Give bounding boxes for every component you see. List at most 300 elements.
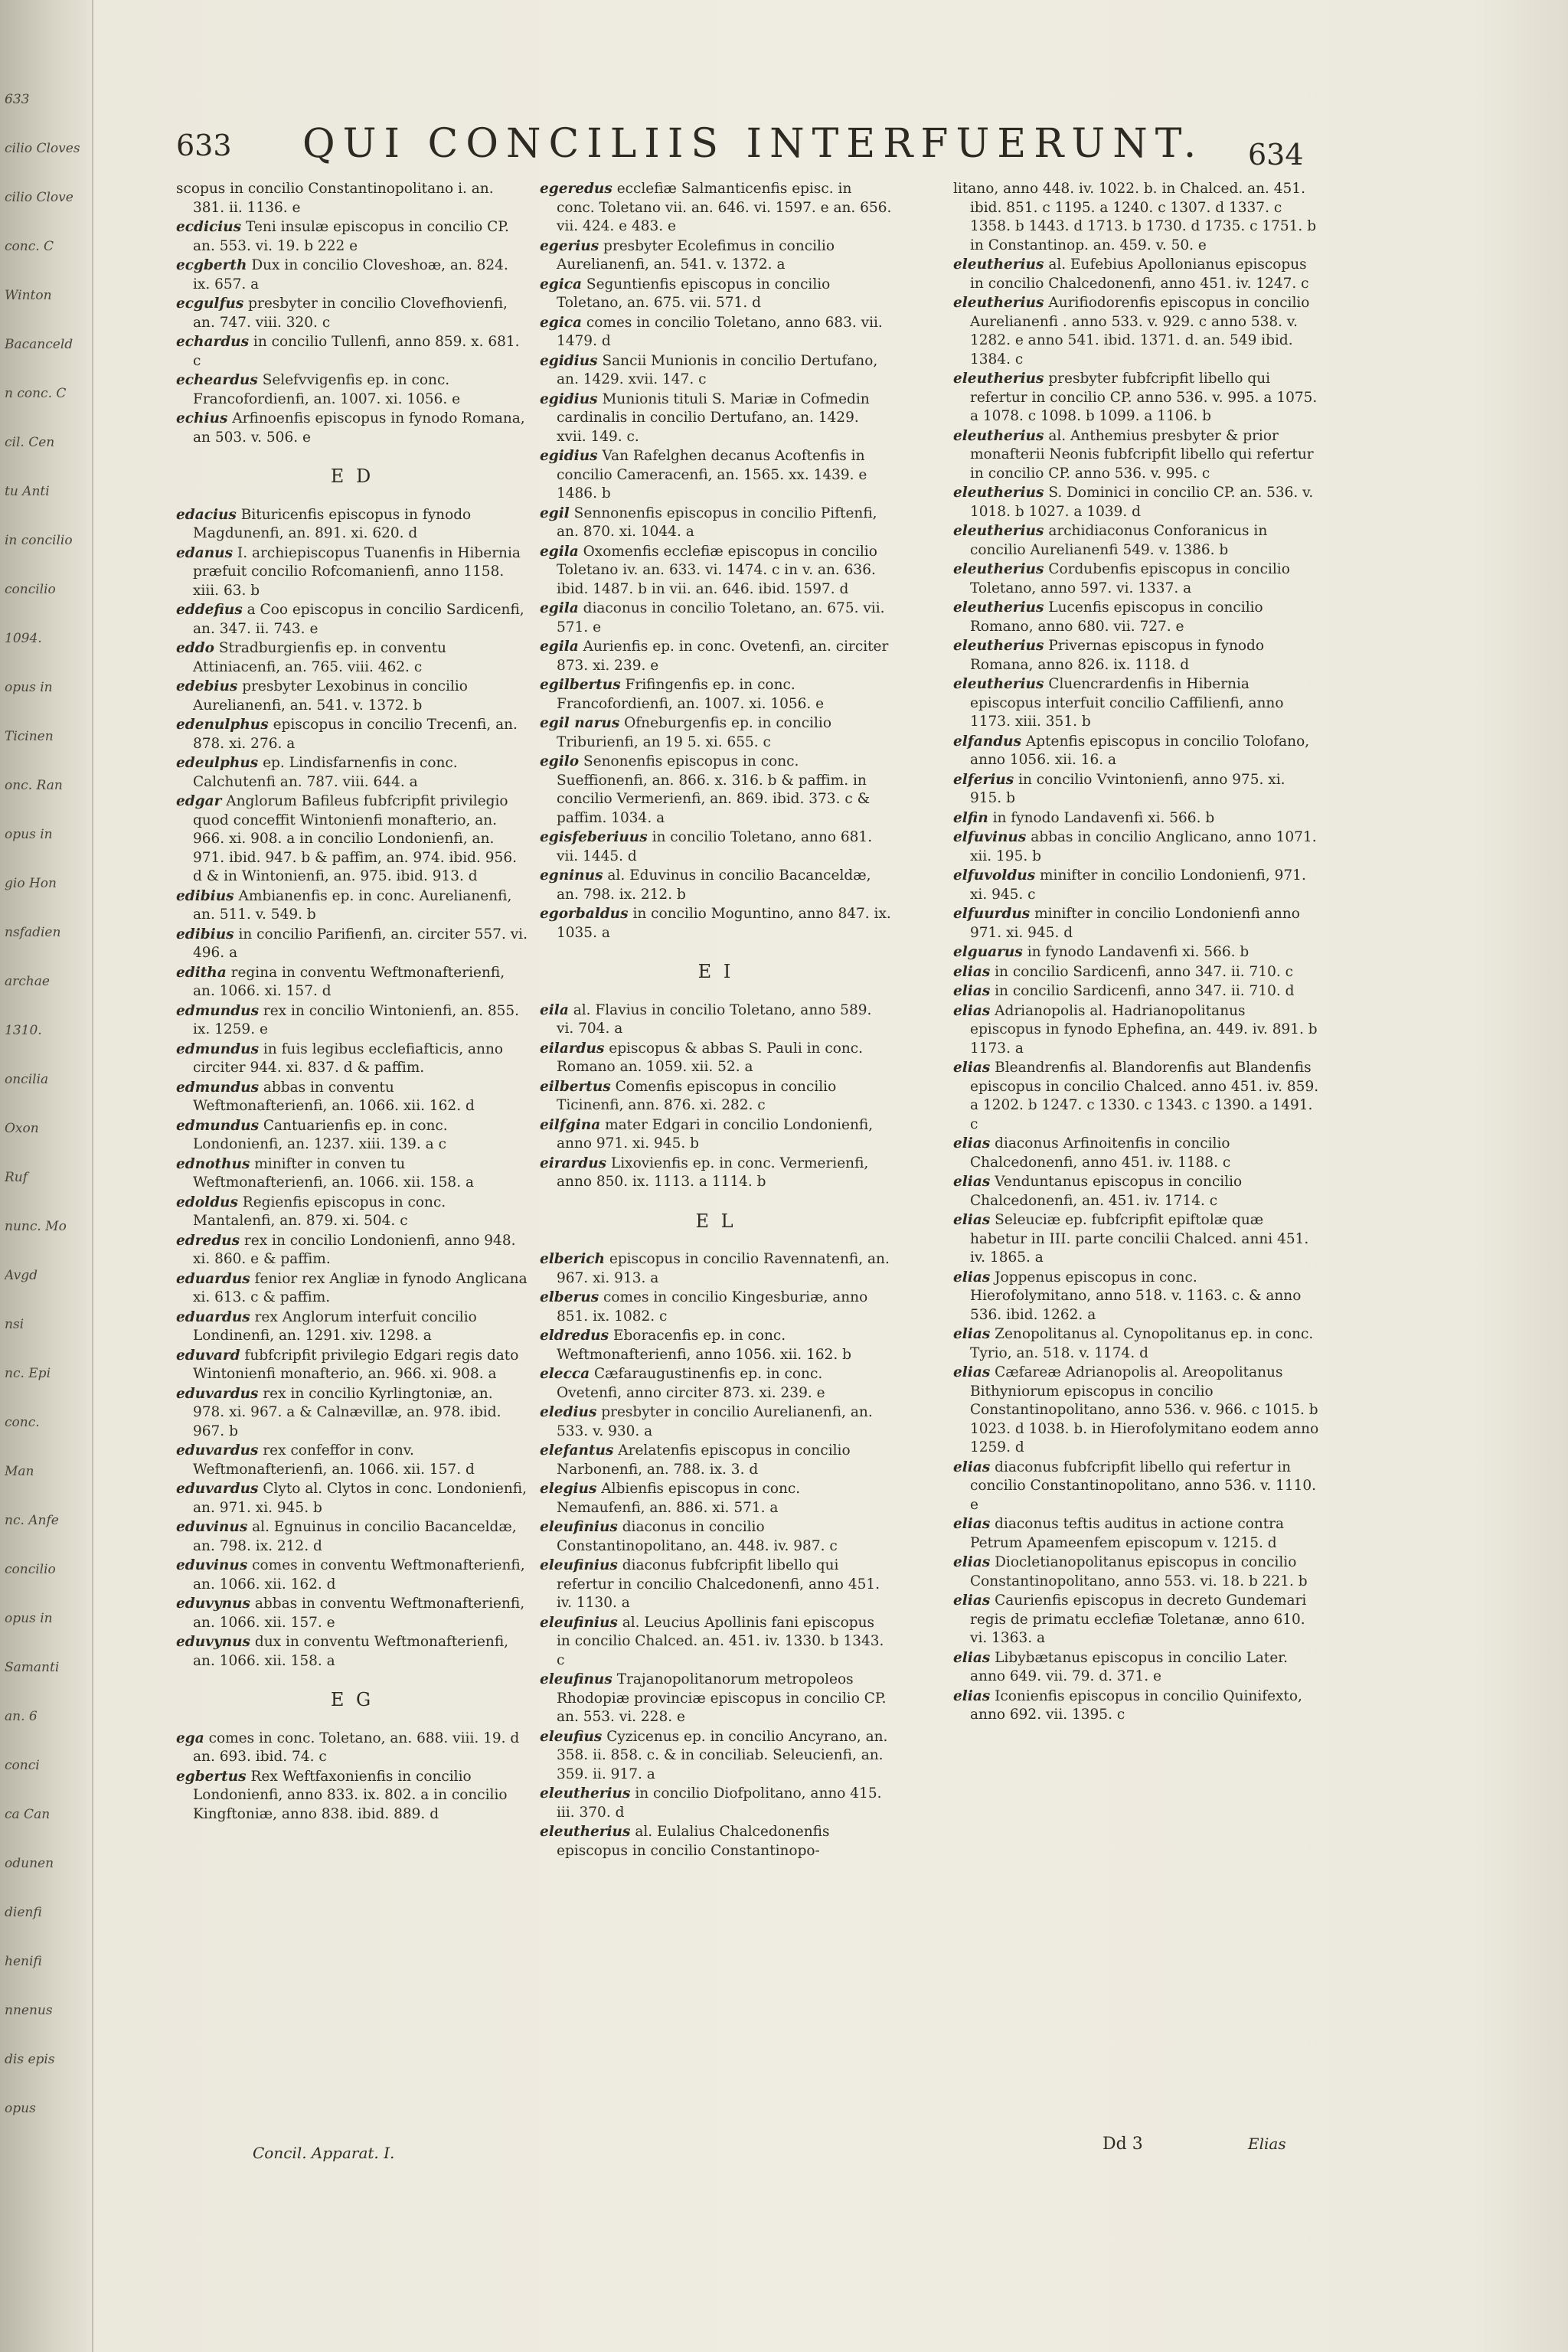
entry-text: Stradburgienfis ep. in conventu Attiniacenfi, an. 765. viii. 462. c bbox=[193, 640, 446, 675]
entry-headword: elecca bbox=[540, 1366, 590, 1382]
index-entry bbox=[953, 484, 1321, 521]
entry-headword: edanus bbox=[176, 544, 234, 561]
entry-text: Cæfareæ Adrianopolis al. Areopolitanus Bithyniorum episcopus in concilio Constantinopolitano, anno 536. v. 966. c 1015. b 1023. d 1038. b. in Hierofolymitano eodem anno 1259. d bbox=[970, 1364, 1319, 1455]
entry-headword: egeredus bbox=[540, 181, 612, 197]
entry-headword: elfuvinus bbox=[953, 829, 1027, 845]
index-entry bbox=[953, 370, 1321, 426]
gutter-fragment: Avgd bbox=[5, 1268, 38, 1283]
entry-text: in concilio Diofpolitano, anno 415. iii. 370. d bbox=[557, 1785, 882, 1821]
entry-text: Dux in concilio Cloveshoæ, an. 824. ix. 657. a bbox=[193, 257, 508, 292]
index-entry bbox=[176, 1768, 528, 1824]
index-entry bbox=[176, 1595, 528, 1632]
index-entry bbox=[953, 1211, 1321, 1268]
entry-text: presbyter in concilio Clovefhovienfi, an. 747. viii. 320. c bbox=[193, 296, 508, 331]
index-entry bbox=[953, 867, 1321, 904]
entry-text: Cordubenfis episcopus in concilio Toletano, anno 597. vi. 1337. a bbox=[970, 561, 1290, 596]
gutter-fragment: conc. bbox=[5, 1415, 40, 1430]
entry-headword: edebius bbox=[176, 678, 238, 694]
entry-headword: eleutherius bbox=[953, 561, 1044, 577]
index-entry bbox=[176, 544, 528, 601]
entry-headword: egil narus bbox=[540, 715, 620, 731]
index-entry bbox=[540, 1785, 892, 1822]
index-entry bbox=[176, 506, 528, 544]
index-entry bbox=[176, 1079, 528, 1116]
entry-text: in fynodo Landavenfi xi. 566. b bbox=[992, 809, 1215, 826]
index-entry bbox=[540, 867, 892, 904]
gutter-fragment: opus in bbox=[5, 680, 53, 695]
index-entry bbox=[953, 733, 1321, 770]
entry-headword: eduvinus bbox=[176, 1519, 248, 1535]
index-entry bbox=[953, 522, 1321, 560]
entry-text: diaconus in concilio Toletano, an. 675. vii. 571. e bbox=[557, 600, 885, 635]
entry-headword: eleutherius bbox=[953, 523, 1044, 539]
entry-text: in concilio Tullenfi, anno 859. x. 681. c bbox=[193, 334, 520, 369]
entry-headword: edenulphus bbox=[176, 717, 269, 733]
entry-text: Bleandrenfis al. Blandorenfis aut Blandenfis episcopus in concilio Chalced. anno 451. iv. 859. a 1202. b 1247. c 1330. c 1343. c 1390. a 1491. c bbox=[970, 1060, 1319, 1132]
entry-headword: egila bbox=[540, 639, 579, 655]
entry-text: I. archiepiscopus Tuanenfis in Hibernia præfuit concilio Rofcomanienfi, anno 1158. xiii. 63. b bbox=[193, 544, 521, 599]
entry-headword: eduvinus bbox=[176, 1557, 248, 1573]
gutter-fragment: dis epis bbox=[5, 2052, 55, 2067]
index-entry bbox=[540, 638, 892, 675]
index-entry bbox=[176, 964, 528, 1001]
entry-headword: edibius bbox=[176, 887, 234, 904]
index-entry bbox=[540, 314, 892, 351]
index-entry bbox=[176, 1633, 528, 1671]
entry-text: Venduntanus episcopus in concilio Chalcedonenfi, an. 451. iv. 1714. c bbox=[970, 1174, 1243, 1209]
entry-headword: edacius bbox=[176, 506, 237, 523]
entry-text: Arfinoenfis episcopus in fynodo Romana, an 503. v. 506. e bbox=[193, 410, 525, 446]
index-entry bbox=[953, 1002, 1321, 1059]
index-entry bbox=[540, 753, 892, 828]
entry-text: comes in concilio Toletano, anno 683. vii. 1479. d bbox=[557, 314, 883, 349]
entry-headword: eleufinius bbox=[540, 1519, 618, 1535]
index-entry bbox=[540, 390, 892, 447]
index-entry bbox=[176, 218, 528, 256]
entry-headword: eleutherius bbox=[953, 485, 1044, 501]
gutter-fragment: nsfadien bbox=[5, 925, 61, 940]
index-entry bbox=[953, 943, 1321, 962]
gutter-fragment: cil. Cen bbox=[5, 435, 55, 450]
entry-headword: echardus bbox=[176, 334, 250, 350]
entry-text: diaconus Arfinoitenfis in concilio Chalcedonenfi, anno 451. iv. 1188. c bbox=[970, 1135, 1231, 1171]
entry-headword: elias bbox=[953, 963, 991, 980]
index-entry bbox=[176, 1385, 528, 1442]
index-entry bbox=[540, 1614, 892, 1671]
gutter-fragment: an. 6 bbox=[5, 1709, 38, 1724]
entry-headword: elfuurdus bbox=[953, 906, 1031, 922]
entry-text: Regienfis episcopus in conc. Mantalenfi, an. 879. xi. 504. c bbox=[193, 1194, 446, 1229]
index-entry bbox=[540, 1728, 892, 1785]
entry-text: rex in concilio Kyrlingtoniæ, an. 978. xi. 967. a & Calnævillæ, an. 978. ibid. 967. b bbox=[193, 1385, 501, 1439]
entry-headword: egidius bbox=[540, 352, 598, 369]
entry-text: Ambianenfis ep. in conc. Aurelianenfi, an. 511. v. 549. b bbox=[193, 887, 512, 923]
index-entry bbox=[176, 1308, 528, 1346]
index-entry bbox=[540, 1040, 892, 1077]
index-entry bbox=[540, 1823, 892, 1860]
entry-text: Eboracenfis ep. in conc. Weftmonafterienfi, anno 1056. xii. 162. b bbox=[557, 1328, 851, 1363]
entry-headword: egila bbox=[540, 600, 579, 616]
entry-headword: elias bbox=[953, 1364, 991, 1380]
entry-headword: elias bbox=[953, 1516, 991, 1532]
right-page-number: 634 bbox=[1248, 138, 1304, 172]
gutter-fragment: Winton bbox=[5, 288, 52, 303]
entry-headword: elias bbox=[953, 1687, 991, 1704]
gutter-fragment: nc. Epi bbox=[5, 1366, 51, 1381]
entry-headword: edmundus bbox=[176, 1002, 259, 1019]
entry-headword: elias bbox=[953, 1554, 991, 1570]
entry-text: Aptenfis episcopus in concilio Tolofano, anno 1056. xii. 16. a bbox=[970, 733, 1310, 768]
entry-text: diaconus in concilio Constantinopolitano, an. 448. iv. 987. c bbox=[557, 1519, 838, 1554]
gutter-fragment: henifi bbox=[5, 1954, 42, 1969]
gutter-fragment: cilio Clove bbox=[5, 190, 74, 205]
entry-headword: elberich bbox=[540, 1251, 605, 1267]
entry-headword: eleutherius bbox=[953, 427, 1044, 444]
gutter-fragment: Bacanceld bbox=[5, 337, 74, 352]
index-entry bbox=[176, 1002, 528, 1040]
index-entry bbox=[953, 427, 1321, 484]
entry-headword: eilardus bbox=[540, 1040, 605, 1057]
entry-headword: elias bbox=[953, 1649, 991, 1666]
entry-text: Ofneburgenfis ep. in concilio Triburienfi, an 19 5. xi. 655. c bbox=[557, 715, 831, 750]
entry-text: Teni insulæ episcopus in concilio CP. an. 553. vi. 19. b 222 e bbox=[193, 219, 509, 254]
index-entry bbox=[540, 1480, 892, 1517]
index-entry bbox=[176, 1117, 528, 1155]
entry-headword: eila bbox=[540, 1001, 569, 1018]
entry-text: presbyter in concilio Aurelianenfi, an. 533. v. 930. a bbox=[557, 1404, 873, 1439]
index-entry bbox=[953, 1135, 1321, 1172]
entry-headword: elguarus bbox=[953, 944, 1023, 960]
index-entry bbox=[953, 180, 1321, 255]
gutter-fragment: nsi bbox=[5, 1317, 24, 1332]
entry-headword: eduvynus bbox=[176, 1596, 250, 1612]
index-entry bbox=[176, 1194, 528, 1231]
entry-headword: egica bbox=[540, 276, 582, 292]
entry-headword: ecdicius bbox=[176, 219, 242, 235]
entry-text: abbas in conventu Weftmonafterienfi, an. 1066. xii. 162. d bbox=[193, 1079, 475, 1114]
entry-headword: elias bbox=[953, 1326, 991, 1342]
entry-headword: elias bbox=[953, 1174, 991, 1190]
entry-text: al. Flavius in concilio Toletano, anno 589. vi. 704. a bbox=[557, 1001, 872, 1037]
entry-text: Sancii Munionis in concilio Dertufano, an. 1429. xvii. 147. c bbox=[557, 352, 878, 387]
entry-text: presbyter Lexobinus in concilio Aurelianenfi, an. 541. v. 1372. b bbox=[193, 678, 468, 714]
entry-text: regina in conventu Weftmonafterienfi, an. 1066. xi. 157. d bbox=[193, 964, 505, 999]
entry-text: Seguntienfis episcopus in concilio Toletano, an. 675. vii. 571. d bbox=[557, 276, 831, 311]
entry-text: Selefvvigenfis ep. in conc. Francofordienfi, an. 1007. xi. 1056. e bbox=[193, 372, 461, 407]
entry-text: Albienfis episcopus in conc. Nemaufenfi, an. 886. xi. 571. a bbox=[557, 1481, 801, 1516]
index-entry bbox=[176, 1730, 528, 1767]
entry-text: rex confeffor in conv. Weftmonafterienfi, an. 1066. xii. 157. d bbox=[193, 1442, 475, 1478]
entry-text: Oxomenfis ecclefiæ episcopus in concilio Toletano iv. an. 633. vi. 1474. c in v. an. 636. ibid. 1487. b in vii. an. 646. ibid. 1597. d bbox=[557, 543, 877, 597]
gutter-fragment: concilio bbox=[5, 1562, 56, 1577]
index-entry bbox=[540, 676, 892, 714]
signature-mark: Dd 3 bbox=[1102, 2135, 1143, 2154]
entry-text: in concilio Sardicenfi, anno 347. ii. 710. d bbox=[995, 983, 1295, 999]
gutter-fragment: conc. C bbox=[5, 239, 54, 254]
entry-text: Diocletianopolitanus episcopus in concilio Constantinopolitano, anno 553. vi. 18. b 221. b bbox=[970, 1554, 1308, 1589]
entry-headword: eledius bbox=[540, 1404, 597, 1420]
entry-text: Arelatenfis episcopus in concilio Narbonenfi, an. 788. ix. 3. d bbox=[557, 1442, 851, 1478]
entry-headword: egidius bbox=[540, 448, 598, 464]
entry-headword: eleutherius bbox=[540, 1824, 631, 1840]
entry-text: comes in conventu Weftmonafterienfi, an. 1066. xii. 162. d bbox=[193, 1557, 525, 1592]
entry-text: in fuis legibus ecclefiafticis, anno circiter 944. xi. 837. d & paffim. bbox=[193, 1040, 504, 1076]
index-entry bbox=[176, 1480, 528, 1517]
gutter-fragment: dienfi bbox=[5, 1905, 42, 1920]
entry-headword: elias bbox=[953, 1459, 991, 1475]
index-entry bbox=[540, 543, 892, 599]
entry-text: Seleuciæ ep. fubfcripfit epiftolæ quæ habetur in III. parte concilii Chalced. anni 451. iv. 1865. a bbox=[970, 1212, 1309, 1266]
gutter-fragment: ca Can bbox=[5, 1807, 51, 1822]
index-entry bbox=[540, 180, 892, 237]
entry-headword: eleutherius bbox=[953, 371, 1044, 387]
entry-headword: eduardus bbox=[176, 1270, 250, 1287]
entry-text: Senonenfis episcopus in conc. Sueffionenfi, an. 866. x. 316. b & paffim. in concilio Vermerienfi, an. 869. ibid. 373. c & paffim. 1034. a bbox=[557, 753, 871, 826]
entry-text: Frifingenfis ep. in conc. Francofordienfi, an. 1007. xi. 1056. e bbox=[557, 677, 825, 712]
entry-text: diaconus fubfcripfit libello qui refertur in concilio Chalcedonenfi, anno 451. iv. 1130. a bbox=[557, 1557, 880, 1611]
entry-headword: eleutherius bbox=[540, 1785, 631, 1802]
index-entry bbox=[540, 1557, 892, 1613]
index-entry bbox=[953, 905, 1321, 942]
entry-text: mater Edgari in concilio Londonienfi, anno 971. xi. 945. b bbox=[557, 1116, 874, 1152]
entry-headword: elfandus bbox=[953, 733, 1021, 750]
index-entry bbox=[953, 294, 1321, 369]
index-entry bbox=[176, 1518, 528, 1556]
entry-text: Comenfis episcopus in concilio Ticinenfi, ann. 876. xi. 282. c bbox=[557, 1078, 837, 1113]
gutter-fragment: n conc. C bbox=[5, 386, 67, 401]
entry-text: Aurifiodorenfis episcopus in concilio Aurelianenfi . anno 533. v. 929. c anno 538. v. 1282. e anno 541. ibid. 1371. d. an. 549 ibid. 1384. c bbox=[970, 295, 1310, 368]
entry-headword: egil bbox=[540, 505, 570, 521]
entry-text: Cluencrardenfis in Hibernia episcopus interfuit concilio Caffilienfi, anno 1173. xiii. 351. b bbox=[970, 676, 1284, 730]
index-entry bbox=[540, 505, 892, 542]
gutter-fragment: odunen bbox=[5, 1856, 54, 1871]
gutter-fragment: nnenus bbox=[5, 2003, 53, 2018]
column-3 bbox=[953, 180, 1321, 1726]
entry-headword: eddo bbox=[176, 640, 214, 656]
gutter-fragment: concilio bbox=[5, 582, 56, 597]
index-entry bbox=[953, 1059, 1321, 1134]
gutter-fragment: nunc. Mo bbox=[5, 1219, 67, 1234]
entry-text: episcopus in concilio Ravennatenfi, an. 967. xi. 913. a bbox=[557, 1251, 890, 1286]
index-entry bbox=[953, 1687, 1321, 1725]
gutter-fragment: opus bbox=[5, 2101, 36, 2116]
index-entry bbox=[540, 1442, 892, 1479]
entry-text: Cyzicenus ep. in concilio Ancyrano, an. 358. ii. 858. c. & in conciliab. Seleucienfi, an. 359. ii. 917. a bbox=[557, 1728, 888, 1782]
index-entry bbox=[540, 276, 892, 313]
section-heading: E G bbox=[330, 1689, 374, 1710]
index-entry bbox=[953, 256, 1321, 293]
entry-text: Lixovienfis ep. in conc. Vermerienfi, anno 850. ix. 1113. a 1114. b bbox=[557, 1155, 869, 1190]
entry-headword: edeulphus bbox=[176, 755, 259, 771]
index-entry bbox=[176, 371, 528, 409]
entry-headword: edmundus bbox=[176, 1117, 259, 1134]
entry-text: Joppenus episcopus in conc. Hierofolymitano, anno 518. v. 1163. c. & anno 536. ibid. 1262. a bbox=[970, 1269, 1302, 1323]
entry-text: scopus in concilio Constantinopolitano i. an. 381. ii. 1136. e bbox=[176, 181, 494, 216]
gutter-fragment: conci bbox=[5, 1758, 40, 1773]
index-entry bbox=[540, 1671, 892, 1727]
entry-headword: egilo bbox=[540, 753, 580, 769]
entry-headword: eleutherius bbox=[953, 599, 1044, 616]
entry-text: Libybætanus episcopus in concilio Later. anno 649. vii. 79. d. 371. e bbox=[970, 1649, 1288, 1684]
index-entry bbox=[176, 1347, 528, 1384]
section-heading: E D bbox=[330, 466, 374, 487]
entry-text: a Coo episcopus in concilio Sardicenfi, an. 347. ii. 743. e bbox=[193, 602, 524, 637]
index-entry bbox=[176, 1040, 528, 1078]
index-entry bbox=[953, 809, 1321, 828]
entry-headword: elefantus bbox=[540, 1442, 614, 1459]
entry-text: Zenopolitanus al. Cynopolitanus ep. in conc. Tyrio, an. 518. v. 1174. d bbox=[970, 1326, 1314, 1361]
entry-headword: egisfeberiuus bbox=[540, 829, 648, 845]
section-heading: E L bbox=[695, 1210, 737, 1232]
index-entry bbox=[176, 1155, 528, 1193]
entry-headword: eleutherius bbox=[953, 256, 1044, 273]
index-entry bbox=[176, 1442, 528, 1479]
gutter-fragment: gio Hon bbox=[5, 876, 57, 891]
gutter-fragment: opus in bbox=[5, 827, 53, 842]
footer-collection-note: Concil. Apparat. I. bbox=[253, 2144, 395, 2162]
gutter-fragment: in concilio bbox=[5, 533, 73, 548]
gutter-fragment: 1094. bbox=[5, 631, 42, 646]
index-entry bbox=[176, 333, 528, 371]
column-2 bbox=[540, 180, 892, 1861]
index-entry bbox=[953, 963, 1321, 982]
entry-headword: eleutherius bbox=[953, 638, 1044, 654]
entry-text: Cantuarienfis ep. in conc. Londonienfi, an. 1237. xiii. 139. a c bbox=[193, 1117, 448, 1152]
entry-headword: editha bbox=[176, 964, 227, 981]
index-entry bbox=[176, 1557, 528, 1594]
entry-headword: elias bbox=[953, 1269, 991, 1285]
index-entry bbox=[540, 828, 892, 866]
index-entry bbox=[176, 1232, 528, 1269]
entry-text: in concilio Sardicenfi, anno 347. ii. 710. c bbox=[995, 963, 1293, 980]
entry-headword: eilbertus bbox=[540, 1078, 611, 1095]
entry-text: in fynodo Landavenfi xi. 566. b bbox=[1027, 944, 1250, 960]
gutter-fragment: cilio Cloves bbox=[5, 141, 80, 156]
entry-headword: eleufinius bbox=[540, 1557, 618, 1573]
index-entry bbox=[953, 1553, 1321, 1591]
index-entry bbox=[176, 887, 528, 925]
index-entry bbox=[176, 926, 528, 963]
entry-text: al. Leucius Apollinis fani episcopus in concilio Chalced. an. 451. iv. 1330. b 1343. c bbox=[557, 1614, 884, 1668]
index-entry bbox=[176, 754, 528, 792]
entry-headword: egila bbox=[540, 543, 579, 560]
entry-headword: elferius bbox=[953, 771, 1014, 788]
index-entry bbox=[953, 828, 1321, 866]
entry-text: in concilio Vvintonienfi, anno 975. xi. 915. b bbox=[970, 771, 1285, 806]
entry-headword: eilfgina bbox=[540, 1116, 601, 1133]
index-entry bbox=[953, 637, 1321, 675]
entry-text: al. Eulalius Chalcedonenfis episcopus in concilio Constantinopo- bbox=[557, 1824, 830, 1859]
index-entry bbox=[953, 560, 1321, 598]
gutter-fragment: Ruf bbox=[5, 1170, 28, 1185]
entry-headword: eduvynus bbox=[176, 1634, 250, 1650]
entry-headword: ecgulfus bbox=[176, 296, 244, 312]
entry-headword: elberus bbox=[540, 1289, 599, 1305]
entry-headword: egninus bbox=[540, 867, 603, 884]
entry-headword: eleufinius bbox=[540, 1614, 618, 1631]
section-heading: E I bbox=[697, 961, 734, 982]
entry-headword: edmundus bbox=[176, 1040, 259, 1057]
entry-headword: egilbertus bbox=[540, 677, 621, 693]
entry-headword: eleufinus bbox=[540, 1671, 612, 1687]
index-entry bbox=[176, 716, 528, 753]
entry-headword: egorbaldus bbox=[540, 906, 629, 922]
entry-headword: ega bbox=[176, 1730, 204, 1746]
index-entry bbox=[953, 599, 1321, 636]
entry-text: comes in concilio Kingesburiæ, anno 851. ix. 1082. c bbox=[557, 1289, 868, 1325]
entry-text: minifter in concilio Londonienfi anno 971. xi. 945. d bbox=[970, 906, 1300, 941]
index-entry bbox=[540, 1116, 892, 1154]
left-page-number: 633 bbox=[176, 129, 232, 162]
entry-text: Trajanopolitanorum metropoleos Rhodopiæ provinciæ episcopus in concilio CP. an. 553. vi. 228. e bbox=[557, 1671, 887, 1725]
entry-headword: eduvard bbox=[176, 1347, 240, 1364]
entry-text: Rex Weftfaxonienfis in concilio Londonienfi, anno 833. ix. 802. a in concilio Kingftoniæ, anno 838. ibid. 889. d bbox=[193, 1768, 508, 1822]
column-1 bbox=[176, 180, 528, 1824]
entry-text: minifter in concilio Londonienfi, 971. xi. 945. c bbox=[970, 867, 1306, 903]
entry-text: Cæfaraugustinenfis ep. in conc. Ovetenfi, anno circiter 873. xi. 239. e bbox=[557, 1366, 825, 1401]
entry-text: Aurienfis ep. in conc. Ovetenfi, an. circiter 873. xi. 239. e bbox=[557, 639, 889, 674]
entry-text: Iconienfis episcopus in concilio Quinifexto, anno 692. vii. 1395. c bbox=[970, 1687, 1302, 1723]
entry-text: Bituricenfis episcopus in fynodo Magdunenfi, an. 891. xi. 620. d bbox=[193, 506, 472, 541]
entry-text: Anglorum Bafileus fubfcripfit privilegio quod conceffit Wintonienfi monafterio, an. 966. xi. 908. a in concilio Londonienfi, an. 971. ibid. 947. b & paffim, an. 974. ibid. 956. d & in Wintonienfi, an. 975. ibid. 913. d bbox=[193, 793, 517, 884]
index-entry bbox=[953, 1459, 1321, 1515]
entry-text: Van Rafelghen decanus Acoftenfis in concilio Cameracenfi, an. 1565. xx. 1439. e 1486. b bbox=[557, 448, 867, 501]
entry-text: al. Eufebius Apollonianus episcopus in concilio Chalcedonenfi, anno 451. iv. 1247. c bbox=[970, 256, 1309, 292]
index-entry bbox=[176, 639, 528, 677]
index-entry bbox=[540, 1518, 892, 1556]
entry-headword: edgar bbox=[176, 793, 222, 809]
entry-text: fenior rex Angliæ in fynodo Anglicana xi. 613. c & paffim. bbox=[193, 1270, 528, 1305]
index-entry bbox=[540, 1250, 892, 1288]
entry-text: al. Egnuinus in concilio Bacanceldæ, an. 798. ix. 212. d bbox=[193, 1519, 517, 1554]
entry-headword: egerius bbox=[540, 237, 599, 254]
index-entry bbox=[540, 1403, 892, 1441]
entry-headword: eduvardus bbox=[176, 1442, 259, 1459]
entry-text: presbyter fubfcripfit libello qui refertur in concilio CP. anno 536. v. 995. a 1075. a 1078. c 1098. b 1099. a 1106. b bbox=[970, 371, 1318, 424]
index-entry bbox=[953, 1515, 1321, 1553]
entry-headword: elias bbox=[953, 983, 991, 999]
entry-headword: eduvardus bbox=[176, 1481, 259, 1497]
entry-text: ep. Lindisfarnenfis in conc. Calchutenfi an. 787. viii. 644. a bbox=[193, 755, 458, 790]
entry-text: abbas in conventu Weftmonafterienfi, an. 1066. xii. 157. e bbox=[193, 1596, 525, 1631]
index-entry bbox=[953, 1649, 1321, 1687]
entry-text: diaconus teftis auditus in actione contra Petrum Apameenfem episcopum v. 1215. d bbox=[970, 1516, 1285, 1551]
index-entry bbox=[953, 1592, 1321, 1648]
entry-headword: eirardus bbox=[540, 1155, 607, 1171]
gutter-fragment: 1310. bbox=[5, 1023, 42, 1038]
gutter-fragment: Samanti bbox=[5, 1660, 60, 1675]
index-entry bbox=[953, 1269, 1321, 1325]
entry-text: al. Anthemius presbyter & prior monafterii Neonis fubfcripfit libello qui refertur in concilio CP. anno 536. v. 995. c bbox=[970, 427, 1314, 482]
gutter-fragment: nc. Anfe bbox=[5, 1513, 59, 1528]
entry-headword: egidius bbox=[540, 390, 598, 407]
index-entry bbox=[540, 447, 892, 504]
gutter-fragment: 633 bbox=[5, 92, 30, 107]
entry-text: archidiaconus Conforanicus in concilio Aurelianenfi 549. v. 1386. b bbox=[970, 523, 1268, 558]
entry-text: rex in concilio Wintonienfi, an. 855. ix. 1259. e bbox=[193, 1002, 520, 1037]
entry-text: al. Eduvinus in concilio Bacanceldæ, an. 798. ix. 212. b bbox=[557, 867, 871, 903]
entry-headword: eleutherius bbox=[953, 676, 1044, 692]
entry-text: in concilio Parifienfi, an. circiter 557. vi. 496. a bbox=[193, 926, 528, 961]
entry-headword: egica bbox=[540, 314, 582, 331]
entry-headword: ednothus bbox=[176, 1155, 250, 1172]
entry-headword: eleufius bbox=[540, 1728, 603, 1745]
index-entry bbox=[176, 601, 528, 639]
entry-text: episcopus in concilio Trecenfi, an. 878. xi. 276. a bbox=[193, 717, 518, 752]
index-entry bbox=[176, 256, 528, 294]
entry-headword: elias bbox=[953, 1212, 991, 1228]
entry-text: comes in conc. Toletano, an. 688. viii. 19. d an. 693. ibid. 74. c bbox=[193, 1730, 520, 1765]
